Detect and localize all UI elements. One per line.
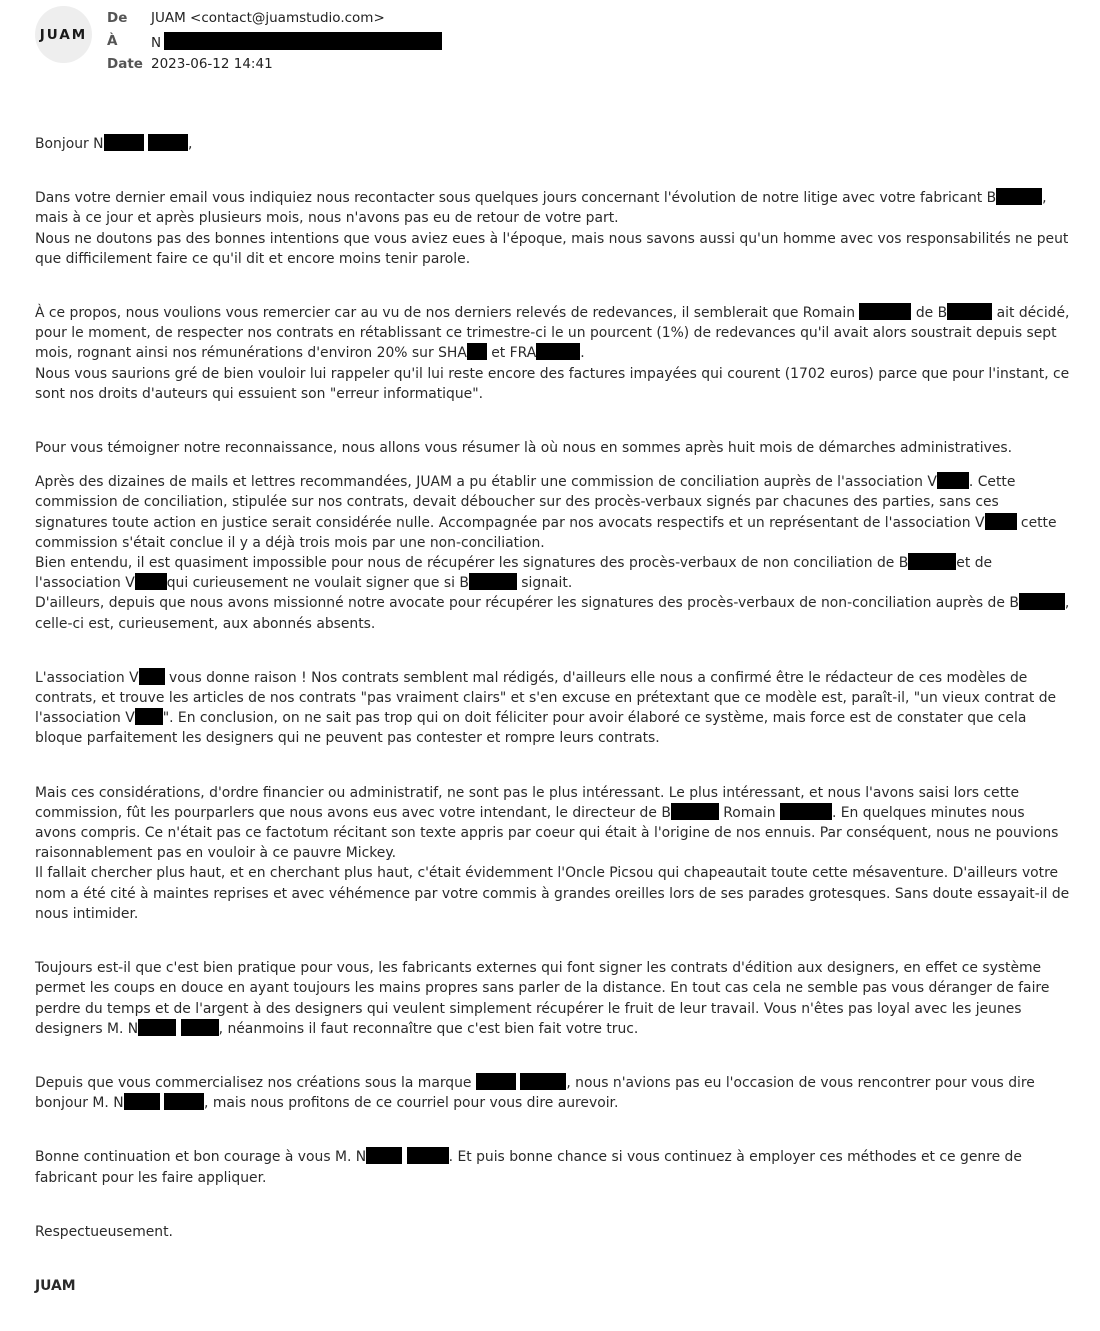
redaction-bar	[937, 472, 969, 489]
redaction-bar	[908, 553, 956, 570]
redaction-bar	[135, 708, 163, 725]
redaction-bar	[671, 803, 719, 820]
redaction-bar	[164, 1093, 204, 1110]
closing: Respectueusement.	[35, 1223, 173, 1240]
signature: JUAM	[35, 1277, 76, 1294]
redaction-bar	[148, 134, 188, 151]
redaction-bar	[947, 303, 992, 320]
redaction-bar	[985, 513, 1017, 530]
redaction-bar	[859, 303, 911, 320]
redaction-bar	[135, 573, 167, 590]
to-label: À	[107, 33, 118, 49]
redaction-bar	[138, 1019, 176, 1036]
paragraph-1: Dans votre dernier email vous indiquiez nous recontacter sous quelques jours concernant l'évolution de notre litige avec votre fabricant B , mais à ce jour et après plusieurs mois, nous n'avons pas eu de retour de votre part. Nous ne doutons pas des bonnes intentions que vous aviez eues à l'époque, mais nous savons aussi qu'un homme avec vos responsabilités ne peut que difficilement faire ce qu'il dit et encore moins tenir parole.	[35, 190, 1069, 267]
greeting: Bonjour N ,	[35, 136, 193, 152]
paragraph-3: Pour vous témoigner notre reconnaissance, nous allons vous résumer là où nous en sommes après huit mois de démarches administratives.	[35, 440, 1013, 457]
from-label: De	[107, 10, 128, 26]
redaction-bar	[181, 1019, 219, 1036]
redaction-bar	[469, 573, 517, 590]
avatar-text: JUAM	[39, 26, 88, 43]
paragraph-9: Bonne continuation et bon courage à vous M. N . Et puis bonne chance si vous continuez à employer ces méthodes et ce genre de fabricant pour les faire appliquer.	[35, 1149, 1022, 1186]
sender-avatar	[35, 6, 92, 63]
paragraph-8: Depuis que vous commercialisez nos créations sous la marque , nous n'avions pas eu l'occasion de vous rencontrer pour vous dire bonjour M. N , mais nous profitons de ce courriel pour vous dire aurevoir.	[35, 1074, 1035, 1112]
redaction-bar	[520, 1073, 566, 1090]
to-value[interactable]	[151, 32, 442, 52]
redaction-bar	[476, 1073, 516, 1090]
redaction-bar	[124, 1093, 160, 1110]
redaction-bar	[1019, 593, 1065, 610]
paragraph-2: À ce propos, nous voulions vous remercier car au vu de nos derniers relevés de redevances, il semblerait que Romain de B ait décidé, pour le moment, de respecter nos contrats en rétablissant ce trimestre-ci le un pourcent (1%) de redevances qu'il avait alors soustrait depuis sept mois, rognant ainsi nos rémunérations d'environ 20% sur SHA et FRA . Nous vous saurions gré de bien vouloir lui rappeler qu'il lui reste encore des factures impayées qui courent (1702 euros) parce que pour l'instant, ce sont nos droits d'auteurs qui essuient son "erreur informatique".	[35, 305, 1070, 402]
redaction-bar	[407, 1147, 449, 1164]
redaction-bar	[366, 1147, 402, 1164]
redaction-bar	[164, 32, 442, 50]
paragraph-4: Après des dizaines de mails et lettres recommandées, JUAM a pu établir une commission de conciliation auprès de l'association V . Cette commission de conciliation, stipulée sur nos contrats, devait déboucher sur des procès-verbaux signés par chacunes des parties, sans ces signatures toute action en justice serait considérée nulle. Accompagnée par nos avocats respectifs et un représentant de l'association V cette commission s'était conclue il y a déjà trois mois par une non-conciliation. Bien entendu, il est quasiment impossible pour nous de récupérer les signatures des procès-verbaux de non conciliation de B et de l'association V qui curieusement ne voulait signer que si B signait. D'ailleurs, depuis que nous avons missionné notre avocate pour récupérer les signatures des procès-verbaux de non-conciliation auprès de B , celle-ci est, curieusement, aux abonnés absents.	[35, 474, 1070, 632]
email-body	[35, 134, 1070, 1296]
redaction-bar	[996, 188, 1042, 205]
paragraph-6: Mais ces considérations, d'ordre financier ou administratif, ne sont pas le plus intéressant. Le plus intéressant, et nous l'avons saisi lors cette commission, fût les pourparlers que nous avons eus avec votre intendant, le directeur de B Romain . En quelques minutes nous avons compris. Ce n'était pas ce factotum récitant son texte appris par coeur qui était à l'origine de nos ennuis. Par conséquent, nous ne pouvions raisonnablement pas en vouloir à ce pauvre Mickey. Il fallait chercher plus haut, et en cherchant plus haut, c'était évidemment l'Oncle Picsou qui chapeautait toute cette mésaventure. D'ailleurs votre nom a été cité à maintes reprises et avec véhémence par votre commis à grandes oreilles lors de ses parades grotesques. Sans doute essayait-il de nous intimider.	[35, 784, 1070, 922]
date-value: 2023-06-12 14:41	[151, 56, 273, 72]
redaction-bar	[104, 134, 144, 151]
redaction-bar	[139, 668, 165, 685]
redaction-bar	[467, 343, 487, 360]
redaction-bar	[536, 343, 580, 360]
redaction-bar	[780, 803, 832, 820]
date-label: Date	[107, 56, 143, 72]
paragraph-5: L'association V vous donne raison ! Nos contrats semblent mal rédigés, d'ailleurs elle nous a confirmé être le rédacteur de ces modèles de contrats, et trouve les articles de nos contrats "pas vraiment clairs" et s'en excuse en prétextant que ce modèle est, paraît-il, "un vieux contrat de l'association V ". En conclusion, on ne sait pas trop qui on doit féliciter pour avoir élaboré ce système, mais force est de constater que cela bloque parfaitement les designers qui ne peuvent pas contester et rompre leurs contrats.	[35, 669, 1057, 747]
to-value-text: N	[151, 35, 162, 51]
paragraph-7: Toujours est-il que c'est bien pratique pour vous, les fabricants externes qui font signer les contrats d'édition aux designers, en effet ce système permet les coups en douce en ayant toujours les mains propres sans parler de la distance. En tout cas cela ne semble pas vous déranger de faire perdre du temps et de l'argent à des designers qui veulent simplement récupérer le fruit de leur travail. Vous n'êtes pas loyal avec les jeunes designers M. N , néanmoins il faut reconnaître que c'est bien fait votre truc.	[35, 960, 1050, 1037]
from-value[interactable]: JUAM <contact@juamstudio.com>	[151, 10, 385, 26]
